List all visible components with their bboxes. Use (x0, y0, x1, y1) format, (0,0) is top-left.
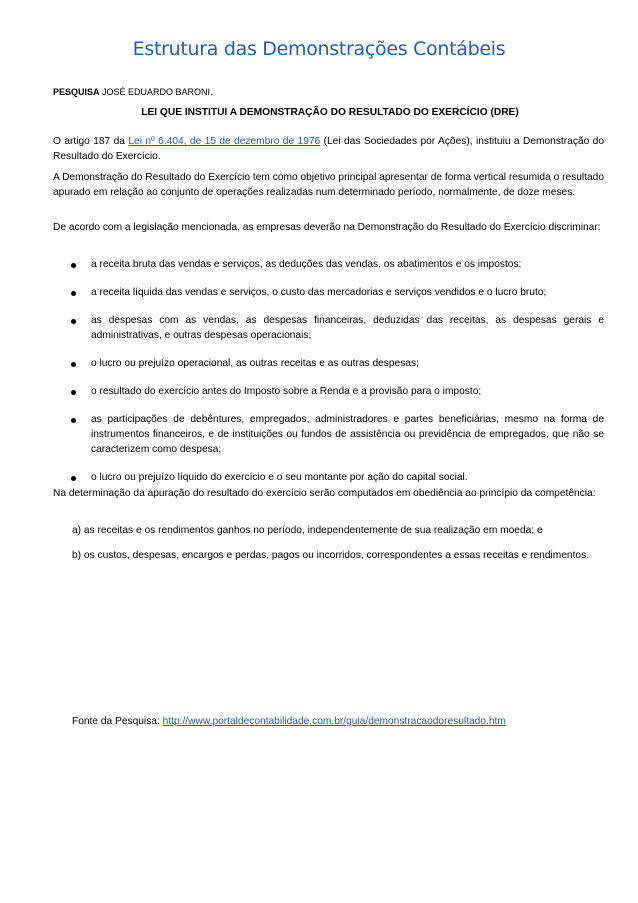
source-line (72, 716, 506, 727)
research-author: JOSÉ EDUARDO BARONI. (102, 87, 213, 97)
paragraph-intro-before: O artigo 187 da (53, 136, 129, 147)
bullet-list (53, 257, 604, 498)
source-link[interactable]: http://www.portaldecontabilidade.com.br/guia/demonstracaodoresultado.htm (162, 716, 506, 727)
paragraph-objective: A Demonstração do Resultado do Exercício tem como objetivo principal apresentar de forma vertical resumida o resultado apurado em relação ao conjunto de operações realizadas num determinado período, normalmente, de doze meses. (53, 172, 604, 198)
law-link[interactable]: Lei nº 6.404, de 15 de dezembro de 1976 (128, 136, 321, 147)
document-title: Estrutura das Demonstrações Contábeis (132, 38, 506, 60)
section-heading: LEI QUE INSTITUI A DEMONSTRAÇÃO DO RESULTADO DO EXERCÍCIO (DRE) (141, 107, 519, 118)
paragraph-discriminate: De acordo com a legislação mencionada, as empresas deverão na Demonstração do Resultado do Exercício discriminar: (53, 222, 601, 233)
bullet-icon (71, 291, 76, 296)
list-item: as participações de debêntures, empregados, administradores e partes beneficiárias, mesmo na forma de instrumentos financeiros, e de instituições ou fundos de assistência ou previdência de empregados, que não se caracterizem como despesa; (53, 412, 604, 457)
bullet-icon (71, 418, 76, 423)
list-item: as despesas com as vendas, as despesas financeiras, deduzidas das receitas, as despesas gerais e administrativas, e outras despesas operacionais; (53, 313, 604, 343)
list-item: o resultado do exercício antes do Imposto sobre a Renda e a provisão para o imposto; (53, 384, 604, 399)
research-label: PESQUISA (53, 87, 100, 97)
bullet-icon (71, 263, 76, 268)
research-credit (53, 87, 213, 97)
list-item: a receita bruta das vendas e serviços, as deduções das vendas, os abatimentos e os impostos; (53, 257, 604, 272)
source-label: Fonte da Pesquisa: (72, 716, 163, 727)
paragraph-intro (53, 134, 604, 164)
list-item: a receita líquida das vendas e serviços, o custo das mercadorias e serviços vendidos e o lucro bruto; (53, 285, 604, 300)
list-item: o lucro ou prejuízo operacional, as outras receitas e as outras despesas; (53, 356, 604, 371)
item-b: b) os custos, despesas, encargos e perdas, pagos ou incorridos, correspondentes a essas receitas e rendimentos. (72, 550, 590, 561)
bullet-icon (71, 390, 76, 395)
item-a: a) as receitas e os rendimentos ganhos no período, independentemente de sua realização em moeda; e (72, 525, 543, 536)
paragraph-intro-after: (Lei das Sociedades por Ações), instituiu a Demonstração do Resultado do Exercício. (53, 136, 604, 162)
bullet-icon (71, 476, 76, 481)
paragraph-competence: Na determinação da apuração do resultado do exercício serão computados em obediência ao princípio da competência: (53, 488, 596, 499)
list-item: o lucro ou prejuízo líquido do exercício e o seu montante por ação do capital social. (53, 470, 604, 485)
bullet-icon (71, 319, 76, 324)
bullet-icon (71, 362, 76, 367)
